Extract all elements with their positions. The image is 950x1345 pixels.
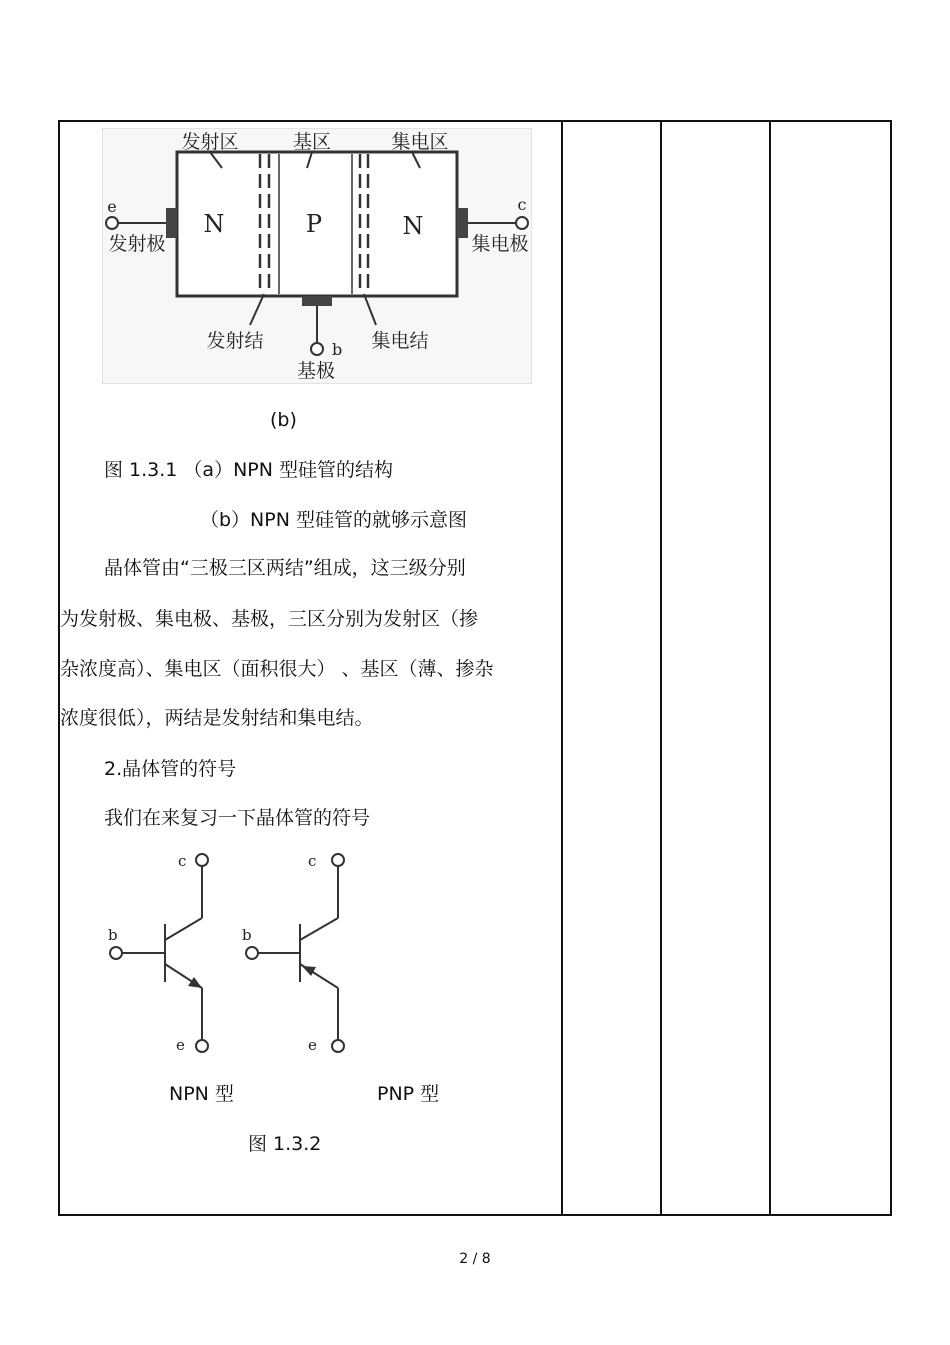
base-electrode-label: 基极 [296, 360, 336, 382]
pnp-type-label: PNP 型 [377, 1083, 440, 1105]
emitter-terminal-letter: e [107, 197, 117, 216]
collector-terminal-letter: c [517, 195, 527, 214]
collector-electrode-label: 集电极 [471, 233, 529, 255]
section-intro: 我们在来复习一下晶体管的符号 [104, 807, 371, 829]
figure-131-caption-b: （b）NPN 型硅管的就够示意图 [200, 509, 467, 531]
column-divider-3 [769, 122, 771, 1214]
pnp-collector-letter: c [308, 852, 317, 870]
paragraph-line: 为发射极、集电极、基极，三区分别为发射区（掺 [60, 608, 479, 630]
page-number: 2 / 8 [459, 1251, 491, 1267]
figure-131-caption-a: 图 1.3.1 （a）NPN 型硅管的结构 [104, 459, 393, 481]
section-heading: 2.晶体管的符号 [104, 758, 237, 780]
base-terminal-letter: b [332, 340, 343, 359]
figure-132-caption: 图 1.3.2 [248, 1133, 322, 1155]
npn-type-label: NPN 型 [169, 1083, 234, 1105]
paragraph-line: 浓度很低），两结是发射结和集电结。 [60, 707, 374, 729]
base-region-label: 基区 [292, 131, 332, 153]
pnp-transistor-symbol [236, 848, 356, 1058]
npn-transistor-symbol [100, 848, 220, 1058]
npn-emitter-letter: e [176, 1036, 185, 1054]
emitter-electrode-label: 发射极 [108, 233, 166, 255]
pnp-base-letter: b [242, 926, 252, 944]
pnp-emitter-letter: e [308, 1036, 317, 1054]
n-layer-left-label: N [203, 210, 225, 238]
n-layer-right-label: N [402, 212, 424, 240]
npn-base-letter: b [108, 926, 118, 944]
paragraph-line: 杂浓度高）、集电区（面积很大） 、基区（薄、掺杂 [60, 658, 494, 680]
column-divider-1 [561, 122, 563, 1214]
paragraph-line: 晶体管由“三极三区两结”组成，这三级分别 [104, 557, 466, 579]
npn-structure-diagram [102, 128, 532, 384]
column-divider-2 [660, 122, 662, 1214]
npn-collector-letter: c [178, 852, 187, 870]
figure-b-sublabel: (b) [270, 409, 297, 431]
collector-junction-label: 集电结 [371, 330, 429, 352]
emitter-region-label: 发射区 [181, 131, 239, 153]
p-layer-label: P [305, 210, 323, 238]
collector-region-label: 集电区 [391, 131, 449, 153]
emitter-junction-label: 发射结 [206, 330, 264, 352]
